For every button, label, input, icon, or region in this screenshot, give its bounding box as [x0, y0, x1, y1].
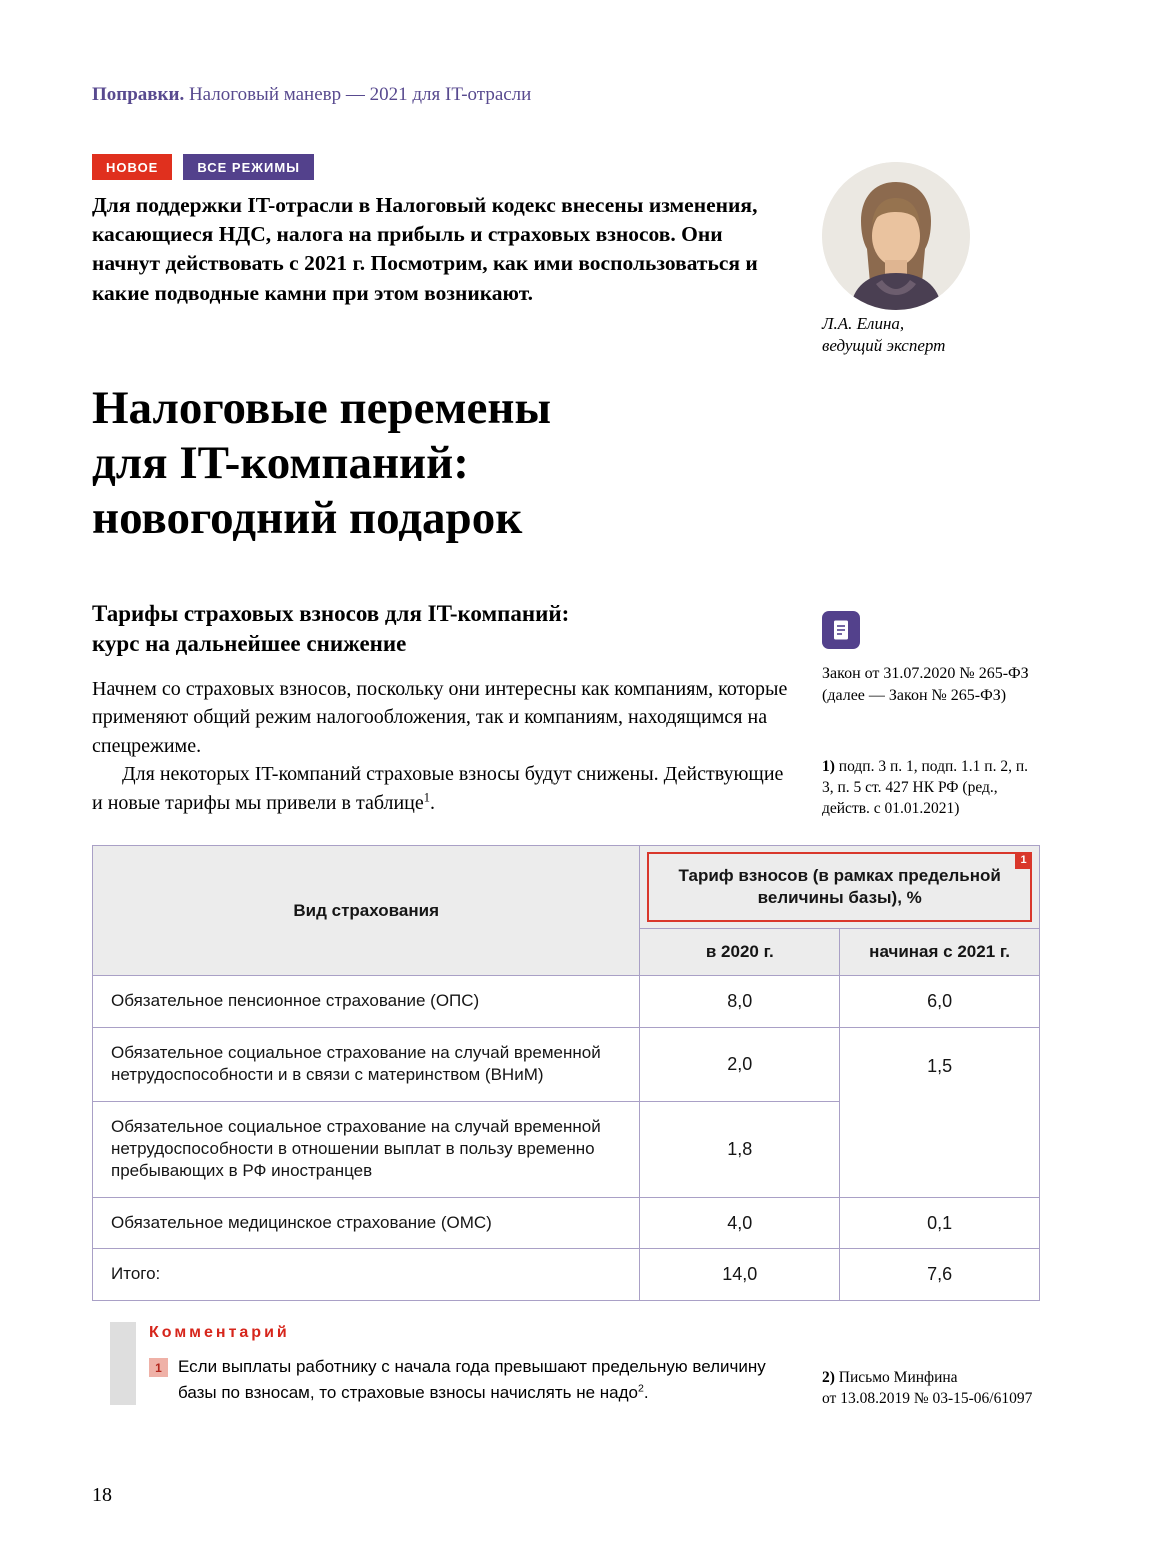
comment-heading: Комментарий — [149, 1324, 290, 1341]
body-paragraph-2-tail: . — [429, 791, 435, 814]
footnote-2-text: Письмо Минфина — [838, 1369, 958, 1386]
article-title-line: для IT-компаний: — [92, 436, 469, 489]
column-header-insurance-type: Вид страхования — [93, 846, 640, 976]
comment-side-bar — [110, 1322, 136, 1405]
column-header-tariff — [640, 846, 1040, 929]
footnote-1-marker: 1) — [822, 758, 835, 775]
row-label-foreigners: Обязательное социальное страхование на случай временной нетрудоспособности в отношении выплат в пользу временно пребывающих в РФ иностранцев — [93, 1101, 640, 1197]
footnote-2-marker: 2) — [822, 1369, 835, 1386]
row-label-ops: Обязательное пенсионное страхование (ОПС) — [93, 976, 640, 1027]
row-label-oms: Обязательное медицинское страхование (ОМС) — [93, 1197, 640, 1248]
footnote-1-text: подп. 3 п. 1, подп. 1.1 п. 2, п. 3, п. 5 ст. 427 НК РФ (ред., действ. с 01.01.2021) — [822, 758, 1028, 817]
comment-text — [178, 1354, 769, 1405]
body-paragraph-2 — [92, 760, 788, 817]
row-value-2020: 14,0 — [640, 1249, 840, 1300]
breadcrumb-title: Налоговый маневр — 2021 для IT-отрасли — [188, 84, 532, 105]
comment-ref-marker: 1 — [1015, 852, 1032, 869]
row-value-2020: 1,8 — [640, 1101, 840, 1197]
article-body — [92, 675, 788, 817]
sidebar-footnote-2 — [822, 1368, 1062, 1410]
comment-text-main: Если выплаты работнику с начала года превышают предельную величину базы по взносам, то страховые взносы начислять не надо — [178, 1357, 766, 1402]
section-heading-line: Тарифы страховых взносов для IT-компаний: — [92, 601, 570, 626]
row-value-2021: 7,6 — [840, 1249, 1040, 1300]
document-icon-glyph — [829, 618, 853, 642]
article-title-line: новогодний подарок — [92, 491, 523, 544]
document-icon — [822, 611, 860, 649]
row-value-2020: 2,0 — [640, 1027, 840, 1101]
author-caption — [822, 313, 945, 358]
table-row — [93, 1027, 1040, 1101]
comment-body — [149, 1354, 769, 1405]
breadcrumb-section: Поправки. — [92, 84, 185, 105]
comment-content — [149, 1322, 769, 1405]
section-heading — [92, 599, 812, 659]
author-name: Л.А. Елина, — [822, 314, 905, 333]
tariff-header-highlight — [647, 852, 1032, 922]
row-value-2020: 8,0 — [640, 976, 840, 1027]
article-title-line: Налоговые перемены — [92, 382, 552, 434]
footnote-ref-2: 2 — [637, 1381, 644, 1394]
row-label-vnim: Обязательное социальное страхование на случай временной нетрудоспособности и в связи с материнством (ВНиМ) — [93, 1027, 640, 1101]
row-value-2021: 0,1 — [840, 1197, 1040, 1248]
row-value-2020: 4,0 — [640, 1197, 840, 1248]
body-paragraph-1: Начнем со страховых взносов, поскольку они интересны как компаниям, которые применяют общий режим налогообложения, так и компаниям, находящимся на спецрежиме. — [92, 678, 788, 757]
table-row — [93, 1197, 1040, 1248]
footnote-ref-1: 1 — [423, 789, 430, 804]
author-photo — [822, 162, 970, 310]
article-title — [92, 381, 812, 546]
badges-row — [92, 154, 314, 180]
sidebar-footnote-1 — [822, 757, 1030, 820]
comment-block — [110, 1322, 769, 1405]
row-label-total: Итого: — [93, 1249, 640, 1300]
column-header-2021: начиная с 2021 г. — [840, 929, 1040, 976]
table-row-total — [93, 1249, 1040, 1300]
author-photo-illustration — [822, 162, 970, 310]
comment-number-marker: 1 — [149, 1358, 168, 1377]
tariff-header-text: Тариф взносов (в рамках предельной величины базы), % — [678, 866, 1001, 908]
table-header-row — [93, 846, 1040, 929]
body-paragraph-2-text: Для некоторых IT-компаний страховые взносы будут снижены. Действующие и новые тарифы мы привели в таблице — [92, 763, 784, 814]
comment-text-tail: . — [643, 1382, 649, 1402]
footnote-2-line2: от 13.08.2019 № 03-15-06/61097 — [822, 1389, 1033, 1407]
author-role: ведущий эксперт — [822, 336, 946, 356]
badge-all-modes: ВСЕ РЕЖИМЫ — [183, 154, 314, 180]
row-value-2021-merged: 1,5 — [840, 1027, 1040, 1197]
row-value-2021: 6,0 — [840, 976, 1040, 1027]
sidebar-law-note: Закон от 31.07.2020 № 265-ФЗ (далее — Закон № 265-ФЗ) — [822, 665, 1029, 704]
table-row — [93, 976, 1040, 1027]
column-header-2020: в 2020 г. — [640, 929, 840, 976]
page-number: 18 — [92, 1484, 112, 1506]
intro-paragraph: Для поддержки IT-отрасли в Налоговый кодекс внесены изменения, касающиеся НДС, налога на прибыль и страховых взносов. Они начнут действовать с 2021 г. Посмотрим, как ими воспользоваться и какие подводные камни при этом возникают. — [92, 193, 758, 305]
breadcrumb — [92, 84, 531, 106]
insurance-rates-table — [92, 845, 1040, 1301]
section-heading-line: курс на дальнейшее снижение — [92, 630, 407, 656]
badge-new: НОВОЕ — [92, 154, 172, 180]
